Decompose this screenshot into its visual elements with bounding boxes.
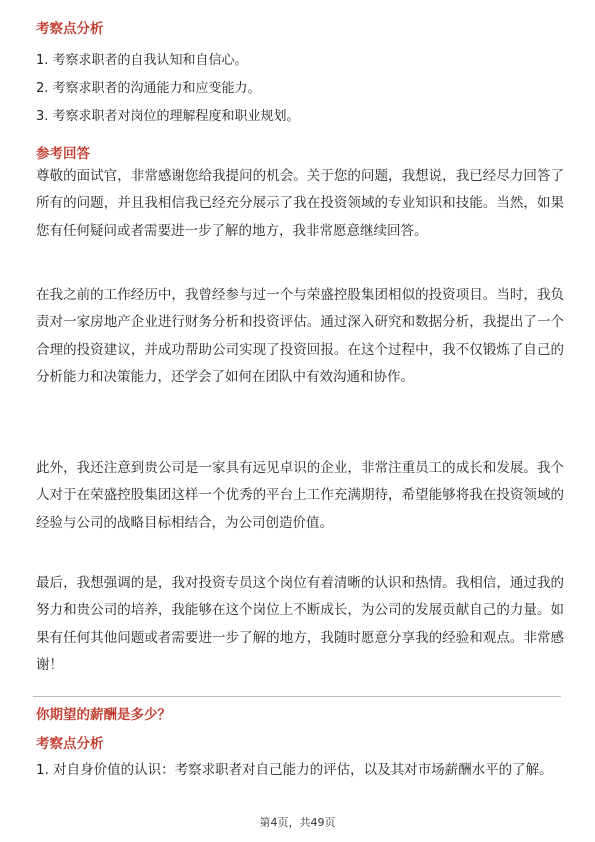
analysis-item-1: 1. 考察求职者的自我认知和自信心。 <box>36 53 248 68</box>
answer-paragraph-2: 在我之前的工作经历中，我曾经参与过一个与荣盛控股集团相似的投资项目。当时，我负责对一家房地产企业进行财务分析和投资评估。通过深入研究和数据分析，我提出了一个合理的投资建议，并成功帮助公司实现了投资回报。在这个过程中，我不仅锻炼了自己的分析能力和决策能力，还学会了如何在团队中有效沟通和协作。 <box>36 287 564 386</box>
answer-paragraph-1: 尊敬的面试官，非常感谢您给我提问的机会。关于您的问题，我想说，我已经尽力回答了所有的问题，并且我相信我已经充分展示了我在投资领域的专业知识和技能。当然，如果您有任何疑问或者需要进一步了解的地方，我非常愿意继续回答。 <box>36 168 564 239</box>
analysis-item-3: 3. 考察求职者对岗位的理解程度和职业规划。 <box>36 109 300 124</box>
analysis-item-q2-1: 1. 对自身价值的认识：考察求职者对自己能力的评估，以及其对市场薪酬水平的了解。 <box>36 762 553 778</box>
page-number-footer: 第4页，共49页 <box>259 816 336 829</box>
section-heading-analysis: 考察点分析 <box>36 21 104 37</box>
answer-paragraph-4: 最后，我想强调的是，我对投资专员这个岗位有着清晰的认识和热情。我相信，通过我的努力和贵公司的培养，我能够在这个岗位上不断成长，为公司的发展贡献自己的力量。如果有任何其他问题或者需要进一步了解的地方，我随时愿意分享我的经验和观点。非常感谢！ <box>36 575 564 674</box>
section-heading-answer: 参考回答 <box>36 146 90 162</box>
section-heading-analysis-2: 考察点分析 <box>36 736 104 752</box>
section-divider <box>33 696 561 697</box>
question-title: 你期望的薪酬是多少？ <box>36 707 171 723</box>
answer-paragraph-3: 此外，我还注意到贵公司是一家具有远见卓识的企业，非常注重员工的成长和发展。我个人对于在荣盛控股集团这样一个优秀的平台上工作充满期待，希望能够将我在投资领域的经验与公司的战略目标相结合，为公司创造价值。 <box>36 460 564 531</box>
analysis-item-2: 2. 考察求职者的沟通能力和应变能力。 <box>36 81 261 96</box>
